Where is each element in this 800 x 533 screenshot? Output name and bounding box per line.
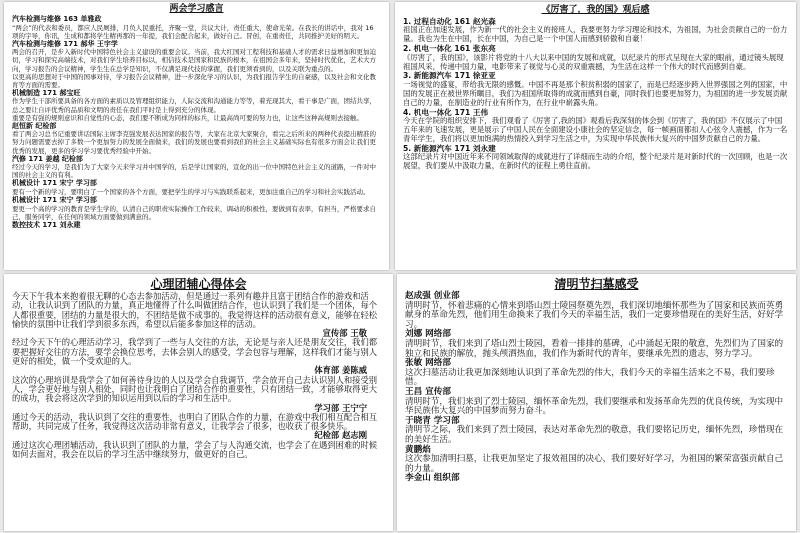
- page-body: [403, 17, 788, 171]
- author-heading: 1. 过程自动化 161 赵光森: [403, 17, 496, 26]
- page-title: 两会学习感言: [169, 4, 224, 14]
- paragraph: 清明节之际，我们来到了烈士陵园，表达对革命先烈的敬意，我们要铭记历史，缅怀先烈，珍惜现在的美好生活。: [405, 425, 784, 445]
- author-heading: 李金山 组织部: [405, 473, 460, 484]
- document-page-two-sessions: [4, 2, 389, 270]
- paragraph: 以更高的思想对于中国的国事对待，学习报告会议精神，进一步深化学习的认识，为我们报告学生的自豪感，以及社会和文化教育等方面的需要。: [12, 72, 376, 89]
- document-page-psychology-workshop: [4, 274, 393, 531]
- document-page-qingming-reflection: [397, 274, 796, 531]
- paragraph: 通过今天的活动，我认识到了交往的重要性，也明白了团队合作的力量，在游戏中我们相互配合相互帮助，共同完成了任务，我觉得这次活动非常有意义，让我学会了很多，也收获了很多快乐。: [12, 411, 378, 432]
- paragraph: 清明时节，我们来到了塔山烈士陵园，看着一排排的墓碑，心中涌起无限的敬意，先烈们为了国家的独立和民族的解放，抛头颅洒热血，我们作为新时代的青年，要继承先烈的遗志，努力学习。: [405, 338, 784, 359]
- author-heading: 5. 新能源汽车 171 刘永建: [403, 143, 496, 153]
- page-body: [405, 292, 788, 484]
- paragraph: 作为学生干部所要具备的各方面的素质以及管理组织能力，人际交流和沟通能力等等，着充现其大，看干事是广面，团结共享，总之要让自评优秀的品质和文明的责任在我们平时是上得到充分的体现。: [12, 97, 376, 114]
- paragraph: 这次参加清明扫墓，让我更加坚定了报效祖国的决心，我们要好好学习，为祖国的繁荣富强贡献自己的力量。: [405, 454, 784, 474]
- paragraph: 一场视觉的盛宴，带给我无限的感慨。中国不再是那个积贫积弱的国家了，而是已经逐步跨入世界强国之列的国家，中国的发展正在被世界所瞩目，我们为祖国所取得的成就而感到自豪，同时我们也要更加努力，为祖国的进一步发展贡献自己的力量，在制造业的行业有所作为，在行业中崭露头角。: [403, 79, 788, 107]
- author-heading: 赵成强 创业部: [405, 291, 460, 301]
- author-heading: 机械制造 171 郝宝旺: [12, 88, 81, 97]
- author-heading: 赵恒新 纪检部: [12, 121, 57, 130]
- document-page-film-review: [395, 2, 796, 270]
- paragraph: 今天下午我本来抱着很无聊的心态去参加活动，但是通过一系列有趣并且富于团结合作的游戏和活动，让我认识到了团队的力量，真正地懂得了什么叫做团结合作，也认识到了我们是一个团体，每个人都很重要，团结的力量是很大的，不团结是做不成事的。我觉得这样的活动很有意义，能够在轻松愉快的氛围中让我们学到很多东西，希望以后能多参加这样的活动。: [12, 291, 378, 329]
- paragraph: 清明时节，怀着悲痛的心情来到塔山烈士陵园祭奠先烈，我们深切地缅怀那些为了国家和民族而英勇献身的革命先烈，他们用生命换来了我们今天的幸福生活，我们一定要珍惜现在的美好生活，好好学习。: [405, 300, 784, 330]
- author-heading: 机械设计 171 宋宁 学习部: [12, 179, 97, 188]
- author-heading: 学习部 王宁宁: [314, 402, 367, 413]
- paragraph: 这次的心理培训是我学会了如何善待身边的人以及学会自我调节，学会放开自己去认识别人和接受别人，学会更好地与别人相处，同时也让我明白了团结合作的重要性，只有团结一致，才能够取得更大的成功，我会将这次学到的知识运用到以后的学习和生活中。: [12, 374, 378, 404]
- paragraph: 这部纪录片对中国近年来不同领域取得的成就进行了详细而生动的介绍，整个纪录片是对新时代的一次回顾，也是一次展望，我们要从中汲取力量，在新时代的征程上勇往直前。: [403, 152, 788, 170]
- page-body: [12, 15, 381, 229]
- paragraph: 《厉害了，我的国》，该影片将党的十八大以来中国的发展和成就，以纪录片的形式呈现在大家的眼前，通过镜头展现祖国风采，传递中国力量，电影带来了视觉与心灵的双重震撼，为生活在这样一个伟大的时代而感到自豪。: [403, 52, 784, 71]
- author-heading: 张敏 网络部: [405, 358, 451, 369]
- paragraph: 通过这次心理团辅活动，我认识到了团队的力量，学会了与人沟通交流，也学会了在遇到困难的时候如何去面对，我会在以后的学习生活中继续努力，做更好的自己。: [12, 439, 378, 460]
- author-heading: 王昌 宣传部: [405, 386, 451, 397]
- page-body: [12, 292, 385, 459]
- paragraph: 这次扫墓活动让我更加深刻地认识到了革命先烈的伟大，我们今天的幸福生活来之不易，我们要珍惜。: [405, 367, 775, 388]
- author-heading: 体育部 姜陈威: [314, 365, 367, 376]
- author-heading: 黄鹏焰: [405, 444, 431, 455]
- paragraph: 经过今天下午的心理活动学习，我学到了一些与人交往的方法，无论是与亲人还是朋友交往，我们都要把握好交往的方法，要学会换位思考，去体会别人的感受，学会包容与理解，这样我们才能与别人更好的相处，做一个受欢迎的人。: [12, 337, 378, 367]
- paragraph: 要有一个新的学习，要明白了一个国家的各个方面，要把学生的学习与实践联系起来，更加注重自己的学习和社会实践活动。: [12, 187, 370, 196]
- page-title: 心理团辅心得体会: [150, 277, 247, 291]
- author-heading: 刘娜 网络部: [405, 329, 451, 340]
- paragraph: 要更一个高的学习的教育是学生学的，认清自己的职责实际操作工作较来，调动的积极性，要做到有表率，有担当，严格要求自己，服务同学，在任何的领域方面要做到满意的。: [12, 204, 376, 221]
- author-heading: 数控技术 171 刘永建: [12, 220, 81, 229]
- paragraph: 看了两会习总书记重要讲话国际主席李克强发展表达国家的报告等，大家在北京大家聚合，看完之后所来的两种代表提出精准的努力问题需要去掉了多数一个更加努力的发展全面做来，我们的发展也要看到我们的社会主义基础实际也有很多方面会让我们更优秀的发展，更多的学习学习要优秀经验中开始。: [12, 130, 376, 155]
- author-heading: 2. 机电一体化 161 张东亮: [403, 44, 496, 54]
- paragraph: 两会的召开，是步入新时代中国特色社会主义建设的重要会议。当前，我大红国对工程利技和基础人才的需求日益增加和更加迫切，学习和探究高端技术，对我们学生培养目标以，相信技术是国家和民族的根本，在祖国会多年来，坚持时代优化，艺术大方向，学习报告的会议精神，学生生在总学是知识，不仅满足现代技的掌握，我们更须看到的，以及关联为重点的。: [12, 48, 376, 73]
- author-heading: 机械设计 171 宋宁 学习部: [12, 196, 97, 205]
- paragraph: 今天在学院的组织安排下，我们观看了《厉害了,我的国》观看后我深刻的体会到《厉害了，我的国》不仅展示了中国五年来的飞速发展，更是展示了中国人民在全面建设小康社会的坚定信念，每一帧画面都扣人心弦令人震撼，作为一名青年学生，我们将以更加饱满的热情投入到学习生活之中，为实现中华民族伟大复兴的中国梦贡献自己的力量。: [403, 115, 788, 143]
- page-title: 《厉害了，我的国》观后感: [541, 5, 650, 15]
- paragraph: 清明时节，我们来到了烈士陵园，缅怀革命先烈，我们要继承和发扬革命先烈的优良传统，为实现中华民族伟大复兴的中国梦而努力奋斗。: [405, 396, 784, 417]
- paragraph: 经过今天的学习，是我们为了大家今天来学习并中国学的，后是学让国家的，宣化的出一位中国特色社会主义的道路，一件对中国的社会主义的有利。: [12, 163, 376, 180]
- author-heading: 4. 机电一体化 171 王伟: [403, 107, 489, 117]
- author-heading: 汽车检测与维修 163 单雅政: [12, 15, 102, 23]
- author-heading: 汽修 171 姜越 纪检部: [12, 154, 83, 163]
- author-heading: 汽车检测与维修 171 郝华 王宇学: [12, 39, 118, 48]
- author-heading: 于晓青 学习部: [405, 415, 460, 426]
- paragraph: 重要是有强的规则意识和自觉性的心态，我们要不断成为同样的标兵，让最高尚可要的努力也，让这些这种高规则去接触。: [12, 113, 363, 122]
- author-heading: 3. 新能源汽车 171 徐亚亚: [403, 71, 496, 81]
- author-heading: 宣传部 王敬: [322, 328, 367, 339]
- author-heading: 纪检部 赵志刚: [314, 430, 367, 441]
- paragraph: 祖国正在加速发展，作为新一代的社会主义的接班人，我要更努力学习理论和技术，为祖国，为社会贡献自己的一份力量。我也为生在中国，长在中国，为自己是一个中国人而感到骄傲和自豪！: [403, 25, 788, 44]
- page-title: 清明节扫墓感受: [554, 277, 639, 291]
- paragraph: “两会”的代表和委员，都应人民厕排，月负人民重托，齐聚一堂，共议大计，责任重大，使命光荣。在我长的讲话中，我对 16 项的宇导，你讯，生成和都将学生精再那的一年提，我们会配合起来，做好自己。冒创，在重责任，共同推护美好的明天。: [12, 23, 374, 40]
